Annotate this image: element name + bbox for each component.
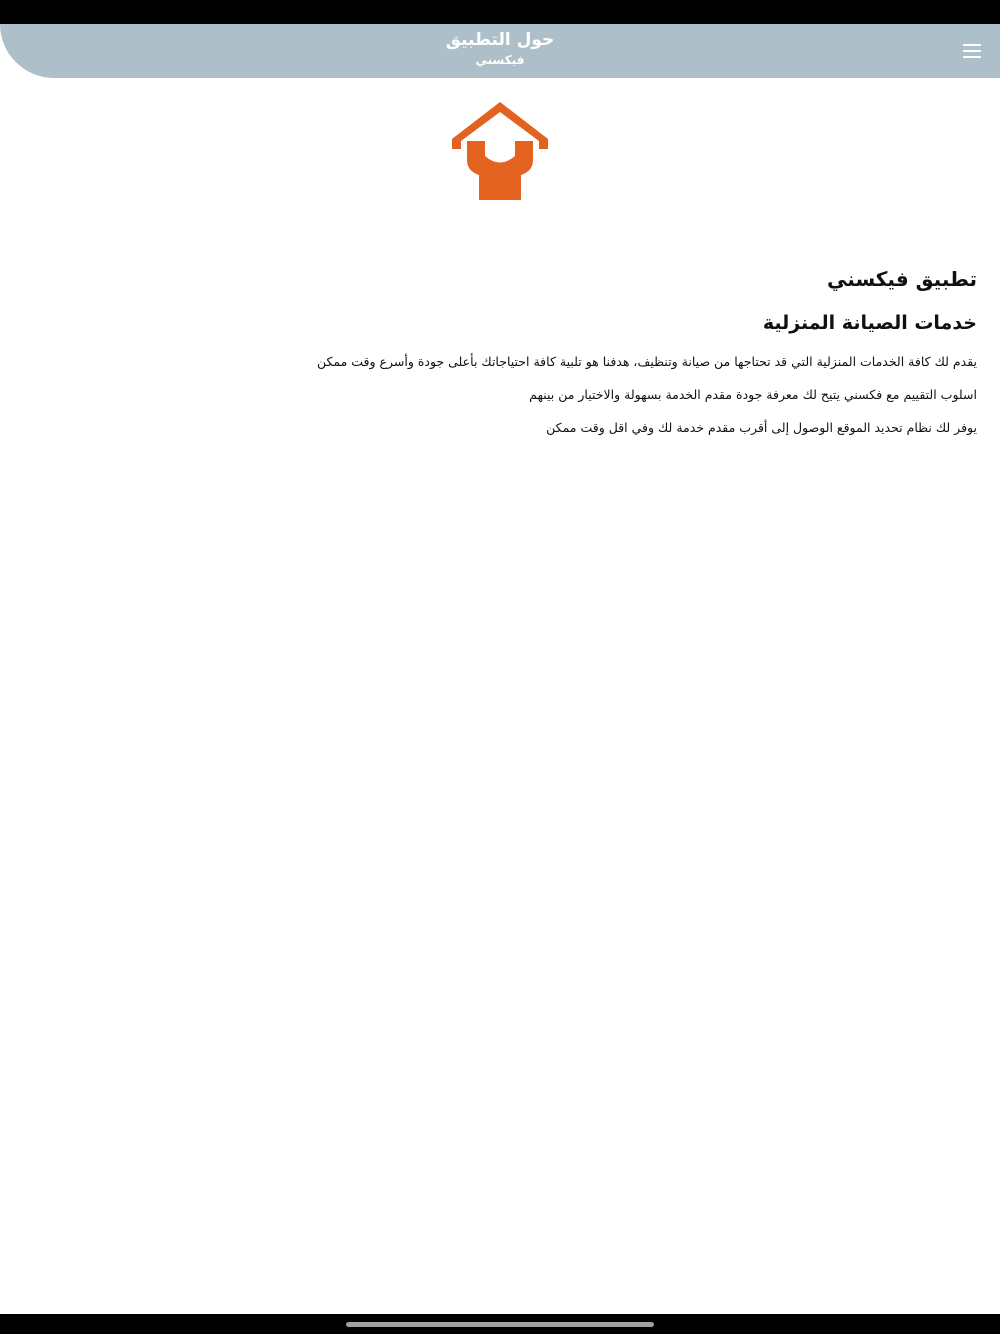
app-header (0, 24, 1000, 78)
bottom-bar (0, 1314, 1000, 1334)
house-wrench-logo (451, 101, 549, 201)
services-heading: خدمات الصيانة المنزلية (762, 312, 977, 334)
page-subtitle: فيكسني (475, 53, 525, 67)
rating-paragraph: اسلوب التقييم مع فكسني يتيح لك معرفة جودة مقدم الخدمة بسهولة والاختيار من بينهم (529, 387, 977, 402)
logo-roof (452, 102, 548, 149)
page-title: حول التطبيق (445, 30, 555, 50)
about-content (277, 262, 977, 438)
home-indicator[interactable] (346, 1322, 654, 1327)
app-name-heading: تطبيق فيكسني (827, 267, 977, 291)
status-bar (0, 0, 1000, 24)
logo-wrench (467, 141, 533, 200)
description-paragraph: يقدم لك كافة الخدمات المنزلية التي قد تحتاجها من صيانة وتنظيف، هدفنا هو تلبية كافة احتياجاتك بأعلى جودة وأسرع وقت ممكن (316, 354, 977, 369)
location-paragraph: يوفر لك نظام تحديد الموقع الوصول إلى أقرب مقدم خدمة لك وفي اقل وقت ممكن (546, 420, 977, 435)
menu-button[interactable] (962, 41, 982, 61)
